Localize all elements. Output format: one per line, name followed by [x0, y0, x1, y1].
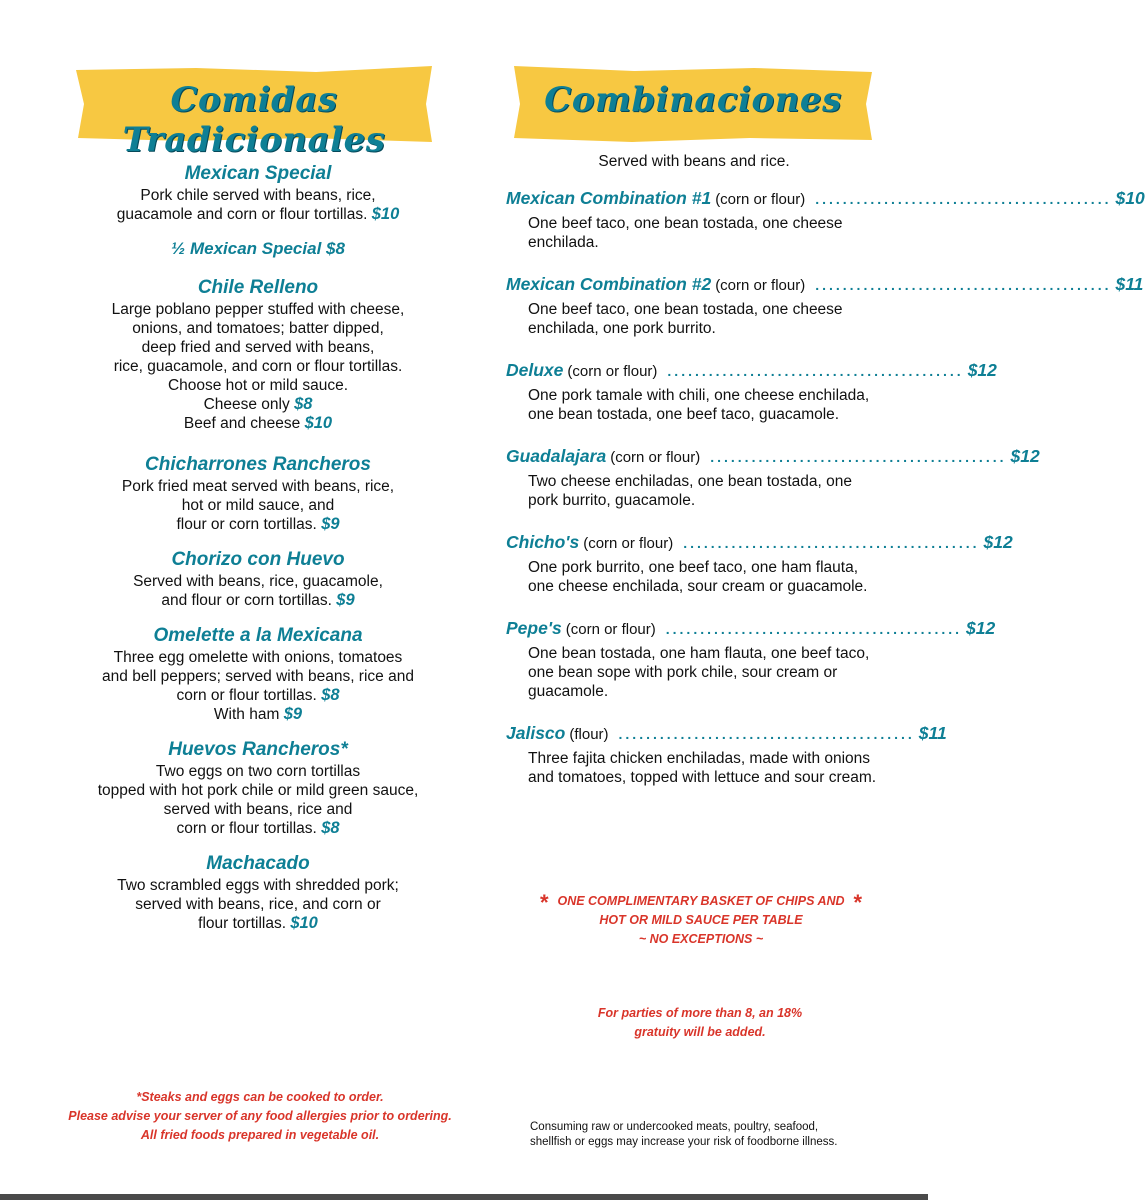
dish-price: $9: [336, 591, 355, 609]
combo-name: Pepe's: [506, 618, 562, 638]
combo-item: [506, 274, 1144, 338]
combo-description: guacamole.: [528, 683, 609, 700]
warning-line: Consuming raw or undercooked meats, poultry, seafood,: [530, 1121, 819, 1133]
combo-price: $12: [967, 360, 997, 380]
combo-description: and tomatoes, topped with lettuce and sour cream.: [528, 769, 877, 786]
combo-description: pork burrito, guacamole.: [528, 492, 696, 509]
option-price: $8: [294, 395, 313, 413]
combo-item: [506, 723, 947, 787]
asterisk-icon: *: [853, 890, 862, 915]
menu-item: [60, 162, 456, 224]
combo-item: [506, 188, 1145, 252]
asterisk-icon: *: [540, 890, 549, 915]
combo-price: $10: [1115, 188, 1145, 208]
combo-name: Guadalajara: [506, 446, 607, 466]
option-price: $10: [304, 414, 333, 432]
combo-name: Mexican Combination #1: [506, 188, 712, 208]
menu-item: [60, 453, 456, 534]
combo-option: (flour): [569, 726, 609, 743]
allergy-footnote: [62, 1088, 458, 1145]
dot-leader: ...........................................: [710, 449, 1007, 465]
combinaciones-banner: [514, 66, 872, 142]
combo-description: one cheese enchilada, sour cream or guacamole.: [528, 578, 868, 595]
dish-description: Pork fried meat served with beans, rice,: [121, 478, 395, 495]
menu-item: [60, 548, 456, 610]
combinations-list: [506, 152, 1145, 810]
dish-title: Chorizo con Huevo: [171, 549, 345, 570]
menu-item: [60, 852, 456, 933]
section-heading: Combinaciones: [544, 80, 842, 120]
chips-policy-note: [540, 892, 862, 949]
combo-price: $12: [1010, 446, 1040, 466]
combo-option: (corn or flour): [715, 277, 806, 294]
comidas-tradicionales-banner: [76, 66, 432, 160]
combo-name: Mexican Combination #2: [506, 274, 712, 294]
dish-description: corn or flour tortillas.: [176, 820, 317, 837]
combo-price: $11: [918, 723, 947, 743]
notice-line: gratuity will be added.: [634, 1025, 766, 1039]
dish-description: and flour or corn tortillas.: [161, 592, 332, 609]
dot-leader: ...........................................: [815, 191, 1112, 207]
menu-item: [60, 276, 456, 433]
page-bottom-edge: [0, 1194, 928, 1200]
combo-price: $12: [966, 618, 996, 638]
combo-description: one bean tostada, one beef taco, guacamole.: [528, 406, 840, 423]
menu-item: [60, 738, 456, 838]
dish-title: Chicharrones Rancheros: [145, 454, 371, 475]
combo-description: One pork burrito, one beef taco, one ham flauta,: [528, 559, 859, 576]
option-label: Beef and cheese: [183, 415, 301, 432]
dish-title: Chile Relleno: [197, 277, 319, 298]
dish-description: Pork chile served with beans, rice,: [140, 187, 376, 204]
combo-item: [506, 360, 997, 424]
dish-description: Two scrambled eggs with shredded pork;: [117, 877, 399, 894]
option-label: With ham: [213, 706, 280, 723]
dish-description: and bell peppers; served with beans, rice and: [102, 668, 414, 685]
dish-description: served with beans, rice, and corn or: [135, 896, 381, 913]
dish-description: flour or corn tortillas.: [176, 516, 317, 533]
dish-title: Omelette a la Mexicana: [153, 625, 363, 646]
combo-option: (corn or flour): [610, 449, 701, 466]
dish-description: corn or flour tortillas.: [176, 687, 317, 704]
combo-name: Deluxe: [506, 360, 564, 380]
combo-description: One beef taco, one bean tostada, one cheese: [528, 301, 843, 318]
combo-description: One beef taco, one bean tostada, one cheese: [528, 215, 843, 232]
dish-price: $9: [321, 515, 340, 533]
combo-description: One bean tostada, one ham flauta, one beef taco,: [528, 645, 870, 662]
dish-price: $10: [290, 914, 318, 932]
combo-description: One pork tamale with chili, one cheese enchilada,: [528, 387, 870, 404]
warning-line: shellfish or eggs may increase your risk of foodborne illness.: [530, 1136, 838, 1148]
footnote-line: All fried foods prepared in vegetable oil.: [140, 1128, 380, 1142]
dot-leader: ...........................................: [667, 363, 964, 379]
combo-item: [506, 618, 996, 701]
combo-option: (corn or flour): [567, 363, 658, 380]
option-label: Cheese only: [203, 396, 290, 413]
dish-description: deep fried and served with beans,: [141, 339, 375, 356]
dish-price: $8: [321, 686, 340, 704]
combo-option: (corn or flour): [583, 535, 674, 552]
dish-description: topped with hot pork chile or mild green sauce,: [97, 782, 419, 799]
combo-item: [506, 532, 1013, 596]
combo-name: Chicho's: [506, 532, 580, 552]
dot-leader: ...........................................: [618, 726, 915, 742]
dish-description: Served with beans, rice, guacamole,: [133, 573, 383, 590]
dish-description: flour tortillas.: [198, 915, 287, 932]
combo-description: Three fajita chicken enchiladas, made with onions: [528, 750, 871, 767]
dish-description: hot or mild sauce, and: [181, 497, 335, 514]
notice-line: ONE COMPLIMENTARY BASKET OF CHIPS AND: [557, 894, 845, 908]
notice-line: ~ NO EXCEPTIONS ~: [638, 932, 764, 946]
menu-item: [60, 624, 456, 724]
combo-item: [506, 446, 1040, 510]
dish-description: Large poblano pepper stuffed with cheese,: [111, 301, 405, 318]
notice-line: For parties of more than 8, an 18%: [597, 1006, 803, 1020]
dish-description: Choose hot or mild sauce.: [167, 377, 349, 394]
dish-description: guacamole and corn or flour tortillas.: [116, 206, 368, 223]
combo-description: Two cheese enchiladas, one bean tostada, one: [528, 473, 853, 490]
combo-description: enchilada, one pork burrito.: [528, 320, 716, 337]
dish-price: $8: [321, 819, 340, 837]
option-price: $9: [283, 705, 303, 723]
combo-option: (corn or flour): [565, 621, 656, 638]
combo-description: enchilada.: [528, 234, 599, 251]
half-portion-item: ½ Mexican Special $8: [171, 239, 345, 258]
dot-leader: ...........................................: [665, 621, 963, 637]
served-with-note: Served with beans and rice.: [598, 153, 790, 170]
dish-title: Mexican Special: [184, 163, 332, 184]
dot-leader: ...........................................: [683, 535, 980, 551]
combo-description: one bean sope with pork chile, sour cream or: [528, 664, 838, 681]
section-heading: Comidas Tradicionales: [122, 80, 386, 160]
dish-description: Three egg omelette with onions, tomatoes: [113, 649, 403, 666]
dish-description: onions, and tomatoes; batter dipped,: [132, 320, 384, 337]
combo-price: $12: [983, 532, 1013, 552]
dot-leader: ...........................................: [815, 277, 1112, 293]
dish-description: rice, guacamole, and corn or flour tortillas.: [113, 358, 403, 375]
dish-description: served with beans, rice and: [163, 801, 353, 818]
gratuity-note: [580, 1004, 820, 1042]
traditional-dishes-list: [60, 162, 456, 947]
dish-title: Machacado: [206, 853, 310, 874]
notice-line: HOT OR MILD SAUCE PER TABLE: [599, 913, 803, 927]
combo-name: Jalisco: [506, 723, 566, 743]
dish-price: $10: [371, 205, 400, 223]
footnote-line: *Steaks and eggs can be cooked to order.: [136, 1090, 384, 1104]
footnote-line: Please advise your server of any food allergies prior to ordering.: [68, 1109, 452, 1123]
combo-price: $11: [1115, 274, 1144, 294]
combo-option: (corn or flour): [715, 191, 806, 208]
dish-title: Huevos Rancheros*: [168, 739, 348, 760]
food-safety-warning: [530, 1120, 880, 1150]
dish-description: Two eggs on two corn tortillas: [155, 763, 361, 780]
